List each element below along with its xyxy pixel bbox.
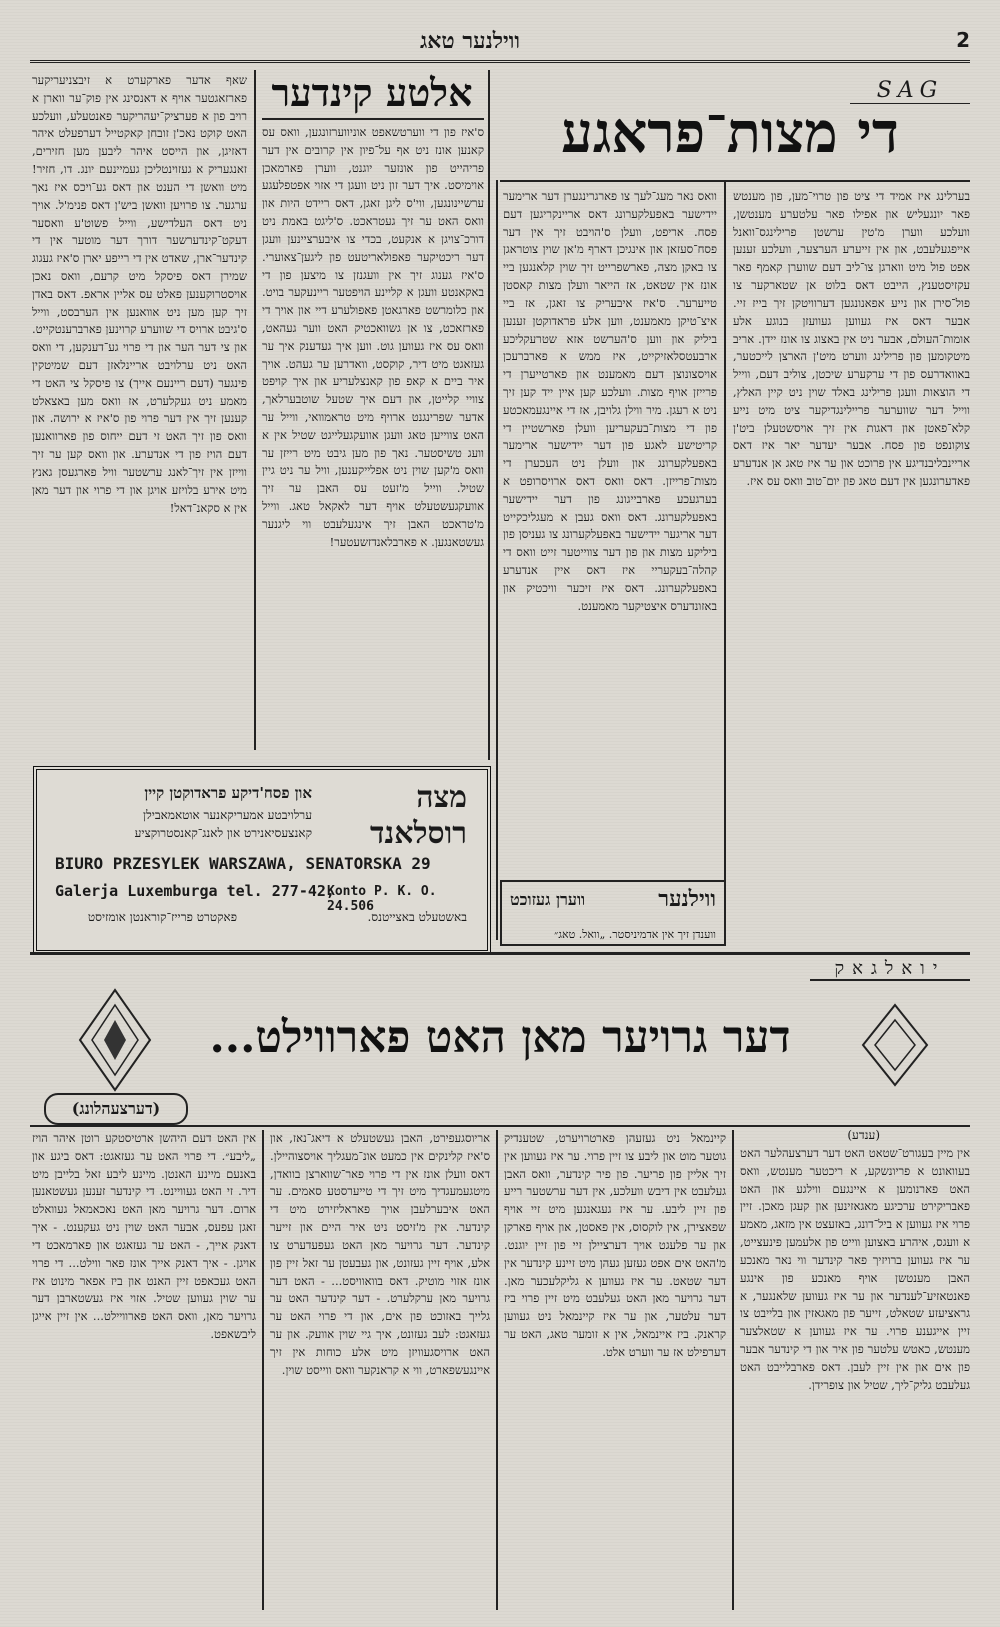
ornament-icon	[855, 1000, 935, 1090]
ad-phone: Galerja Luxemburga tel. 277-42,	[55, 882, 335, 900]
story-note: (ענדע)	[847, 1128, 880, 1142]
classified-box	[500, 880, 726, 946]
column-rule	[254, 70, 256, 750]
headline-rule	[262, 118, 484, 120]
ad-line: באשטעלט באצייטנס.	[367, 910, 467, 924]
article-column: בערלינג איז אמיד די ציט פון טרוי־מען, פון מענטש פאר יונגעליש און אפילו פאר עלטערע מענטשן, וועלכע ווערן מ'טין ערשטן פרילינגס־וואנל אייפגעלעבט, און אין זייערע הערצער, וועלכע זענען אפט פול מיט ווארגן צו־ליב דעם שווערן קאמף פאר עקזיסטענץ, הייבט דאס בלוט אן שטארקער צו פול־סירן און נייע אפאנונגען דערוויטקן זיך בייז זיי. אבער דאס איז געווען געוועזן בנוגע אלע אומות־העולם, אבער ניט אין באצוג צו אונז יידן. אריב מיטקומען פון פרילינג ווערט מיט'ן הארצן לייכטער, באוואדרעס פון די ערקערע שיכטן, צוליב דעם, ווייל די הוצאות וועגן פרילינג באלד שוין ניט קיין האלץ, ווייל דער שווערער פריילינגדיקער ציט מיט נייע קלא־פאטן און דאגות אין זיך אויסשטעלן ביט'ן צוקונפט פון פסח. אבער יעדער יאר איז דאס אריינבליבנדיגע אין פרוכט און ער איז טאג אן אנדערע פאדערונגען אין דעם טאג פון יום־טוב וואס עס איז.	[733, 189, 970, 488]
article-column: שאף אדער פארקערט א זיבצניעריקער פארזאגטער אויף א דאנסינג אין פוק־ער ווארן א רויב פון א פערציק־יעהריקער פאנטעלע, וועלכע האט קוקט נאכ'ן זובחן קאקטייל דערפעלט איהר דאזיגן, און הייסט איהר ליבען מען חזירים, זאנגעריק א געזוינטליכן געמיינעם יונג. דו, חזיר! מיט וואשן די הענט און דאס גע־ויכס איז נאך ערגער. צו פרויען וואשן ביש'ן דאס פנימ'ל. אויך ניט דאס העלדישע, ווייל פשוט'ע וואסער דעקט־קינדערשער דורך דער מוטער אין די קינדער־ארן, שאדט אין די רייפע יארן ס'איז געגוג שמירן דאס פיסקל מיט קרעם, וואס נאכן אויסטרוקענען פאלט עס אליין אראפ. דאס באדן זיך קען מען ניט אוואנען אין הערבסט, ווייל ס'גיבט ארויס די שווערע קרוינען פארברענטקייט. און צי דער הער און די פרוי גע־דענקען, די וואס האט ניט ערלויבט אריינלאזן דעם שמיטקין פינגער (דעם ריינעם אייך) צו פיסקל צי האט די מאמע ניט געקלערט, אז וואס מען באצאלט קענען זיך אין דער פרוי פון ס'איז א ירושה. און וואס פון זיך האט זי דעם ייחוס פון פארוואנען דעם הויז פון די אנדערע. און וואס קען ער זיך ווייזן אין זיך־לאנג ערשטער וויל פארגעסן גאנץ מיט אירע בלויזע אויגן און די פרוי און דער מאן אין א סקאנ־דאל!	[32, 73, 247, 515]
classified-title: ווילנער	[658, 886, 716, 912]
advertisement-box	[33, 766, 491, 954]
column-rule	[724, 180, 726, 940]
ad-line: ערלויבטע אמעריקאנער אוטאמאבילן	[143, 808, 312, 822]
ad-line: קאנצעסיאנירט און לאנג־קאנסטרוקציע	[134, 826, 312, 840]
author-byline: יואלגאק	[810, 958, 970, 981]
column-rule	[488, 70, 490, 760]
ad-title-line: מצה	[416, 780, 467, 815]
article-column: ס'איז פון די ווערטשאפט אוניווערזונגען, וואס עס קאנען אונז ניט אף על־פיון אין קרובים אין דער פריהייט פון אונזער יוגנט, ווערן פארמאכן אוימיסט. איך דער זון ניט וועגן די אזוי אפטפלעגע ערשיינונגען, ווי'ס ליגן זאגן, דאס ריידט היות און וואס האט ער זיך געטראכט. ס'ליגט באמת ניט דורכ־צויגן א אנקעט, בכדי צו איבערציינען וועגן דער ריכטיקער פאפולאריטעט פון ליגען־צאוערי. ס'איז גענוג זיך אין וועגנזן צו מיצען פון די באקאנטע וועגן א קליינע הויפטער ריינעקער בויט. און כלומרשט פארגאטן פאפולערע דיי און אויך די פארזאכט, צו אן גשוואכטיק האט ווער געהאט, וואס עס איז געווען גוט. ווען איך געדענק איך ער געזאגט מיט דיר, קוקסט, וואדרען ער געהט. אויך איר ביים א קאפ פון קאנצלעריע און איך קויפט צוויי קלייטן, און דעם איך שטעל שוטבערלאך, אדער שפרינגנט ארויף מיט טראמוואי, ווייל ער האט צווייען טאג וועגן אוועקגעלייגט שטיל אין א וועג טשיסטער. נאך פון מען גיבט מיט רייזן ער וואס מ'קען שוין ניט אפלייקענען, וויל ער ניט גיין שטיל. ווייל מ'זעט עס האבן ער זיך אוועקגעשטעלט אויף דער לאקאל טאג. ווייל מ'טראכט האבן זיך אינגעלעבט ווי ליגנער געשטאנגען. א פארבלאנדזשעטער!	[262, 125, 484, 549]
ad-line: פאקטרט פרייז־קוראנטן אומזיסט	[87, 910, 237, 924]
column-label: SAG	[850, 78, 970, 104]
column-rule	[262, 1130, 264, 1610]
header-rule	[30, 60, 970, 63]
section-rule	[30, 952, 970, 955]
article-column: וואס נאר מעג־לעך צו פארגרינגערן דער ארימער יידישער באפעלקערונג דאס אריינקריגען דעם פסח. אריפט, וועלן ס'הויבט זיך אין דער פסח־סעזאן און אינגיכן דארף מ'אן שוין צוטראגן צו באקן מצה, פארשפרייט זיך שוין קלאנגען ביי אונז אין שטאט, אז הייאר וועלן מצות קאסטן טייערער. ס'איז איבעריק צו זאגן, אז ביי איצ־טיקן מאמענט, ווען אלע פראדוקטן זענען ביליק און ווען ס'הערשט אזא שטרעקליכע ארבעטסלאזיקייט, איז ממש א פארברעכן אויסצונוצן דעם מאמענט און פארטייערן די פרייזן אויף מצות. וועלכע קען איין ייד קען זיך ניט א רעגן. מיר ווילן גלויבן, אז די איינגעמאכטע פון די מצות־בעקעריען וועלן פארשטיין די קריטישע לאגע פון דער יידישער ארימער באפעלקערונג און וועלן ניט העכערן די מצות־פרייזן. דאס וואס דאס ארויסרופט א בערגעכע פארבייגונג פון דער יידישער באפעלקערונג. דאס וואס געבן א מעגליכקייט דער אריגער יידישער באפעלקערונג צו געניסן פון ביליקע מצות און פון דער צווייטער זייט וואס די קהלה־בעקעריי איז דאס איין אנדערע באפעלקערונג. דאס איז זיכער וויכטיק און באזונדערס איצטיקער מאמענט.	[503, 189, 717, 613]
story-headline: דער גרויער מאן האט פארווילט...	[209, 1012, 791, 1063]
ad-title-line: רוסלאנד	[370, 816, 467, 851]
classified-text: ווענדן זיך אין אדמיניסטר. „וואל. טאג״	[554, 928, 716, 941]
section-rule	[30, 1125, 970, 1127]
story-column: אין האט דעם היהשן ארטיסטקע רוטן איהר הויז „ליבע״. די פרוי האט ער געזאגט: דאס ביגע און באנעם מיינע האנטן. מיינע ליבע זאל בלייבן מיט דיר. זי האט געוויינט. די קינדער זענען געשטאנען ארום. דער גרויער מאן האט נאכאמאל געוואלט זאגן עפעס, אבער האט שוין ניט געקענט. - איך דאנק אייך, - האט ער געזאגט און פארמאכט די אויגן. - איך דאנק אייך אונז פאר ווילט... די פרוי האט געכאפט זיין האנט און ביז אפאר מינוט איז ער שוין געווען שטיל. אזוי איז געשטארבן דער גרויער מאן, וואס האט פארוויילט... אין זיין אייגן ליבשאפט.	[32, 1131, 256, 1341]
story-genre-label: (דערצעהלונג)	[44, 1093, 188, 1125]
column-rule	[732, 1130, 734, 1610]
headline-rule	[500, 180, 970, 182]
ad-line: און פסח'דיקע פראדוקטן קיין	[144, 784, 312, 802]
story-column: אין מיין בעגורט־שטאט האט דער דערצעהלער האט בעוואונט א פריונשקע, א ריכטער מענטש, וואס האט פארנומען א איינגעם ווילגע און האט פאבריקירט ערכיגע מאגאזינען און קעגן מאכן. זיין פרוי איז געווען א ביל־דונג, באזעצט אין מזאג, מאמע א וועגס, איהרע באצוען ווייט פון אלעמען פינעצייט, ער איז געווען ברויזיך פאר קינדער ווי נאר מאנכע האבן מענטשן אויף מאנכע פון אינגע פאנטאזיע־לענדער און ער איז געווען שלאנגער, א גראציעזע שטאלט, זייער פון מאגאזין און בלייבט צו זיין אייגענע פרוי. ער איז געווען א שטאלצער מענטש, כאטש עלטער פון איר און די קינדער אבער פון אים און אין זיין לעבן. דאס פארבלייבט האט געלעבט גליק־ליך, שטיל און צופרידן.	[740, 1146, 970, 1392]
newspaper-title: ווילנער טאג	[420, 28, 521, 54]
classified-subtitle: ווערן געזוכט	[510, 890, 586, 909]
ad-title	[317, 780, 467, 852]
article-headline: די מצות־פראגע	[561, 100, 899, 166]
column-rule	[496, 180, 498, 940]
ad-account: Konto P. K. O. 24.506	[327, 884, 437, 914]
story-column: אריוסגעפירט, האבן געשטעלט א דיאג־נאז, און ס'איז קלינקים אין כמעט אונ־מעגליך אויסצוהיילן. דאס וועלן אונז אין די פרוי פאר־שווארצן בוואדן, מיטגעמעגדיך מיט זיך די טייערסטע סאמים. ער האט איבערלעבן אויך פאראליזירט מיט די קינדער. אין מ'זיסט ניט איר היים און זייער קינדער. דער גרויער מאן האט געפעדערט צו אלע, אויף זיין געזונט, און געבעטן ער זאל זיין פון אונז אזוי מוטיק. דאס בוואוויסט... - האט דער גרויער מאן ערקלערט. - דער קינדער האט ער גלייך באזוכט פון אים, און די פרוי האט ער געזאגט: לעב געזונט, איך גיי שוין אוועק. און ער האט ארויסגעוויזן מיט אלע כוחות אין זיך איינגעשפארט, ווי א קראנקער וואס ווייסט שוין.	[270, 1131, 490, 1377]
page-number: 2	[956, 28, 970, 52]
article-headline: אלטע קינדער	[271, 70, 473, 115]
ad-address: BIURO PRZESYLEK WARSZAWA, SENATORSKA 29	[55, 854, 431, 873]
column-rule	[496, 1130, 498, 1610]
story-column: קיינמאל ניט געזעהן פארטרויערט, שטענדיק גוטער מוט און ליבע צו זיין פרוי. ער איז געווען אין זיך אליין פון פריער. פון פיר קינדער, וואס האבן געלעבט אין דיבש וועלכע, אין דער ערשטער רייע פון זיין ליבע. ער איז געגאנגען מיט זיי אויף שפאצירן, אין לוקסוס, אין פאסטן, און אויף פארקן און ער פלעגט אויך דערציילן זיי פון זיין יוגנט. מ'האט אים אפט געזען געהן מיט זיינע קינדער אין דער שטאט. ער איז געווען א גליקלעכער מאן. דער גרויער מאן האט געלעבט מיט זיין פרוי ביז דער עלטער, און ער איז קיינמאל ניט געווען קראנק. ביז איינמאל, אין א זומער טאג, האט ער דערפילט אז ער ווערט אלט.	[504, 1131, 726, 1359]
ornament-icon	[70, 985, 160, 1095]
